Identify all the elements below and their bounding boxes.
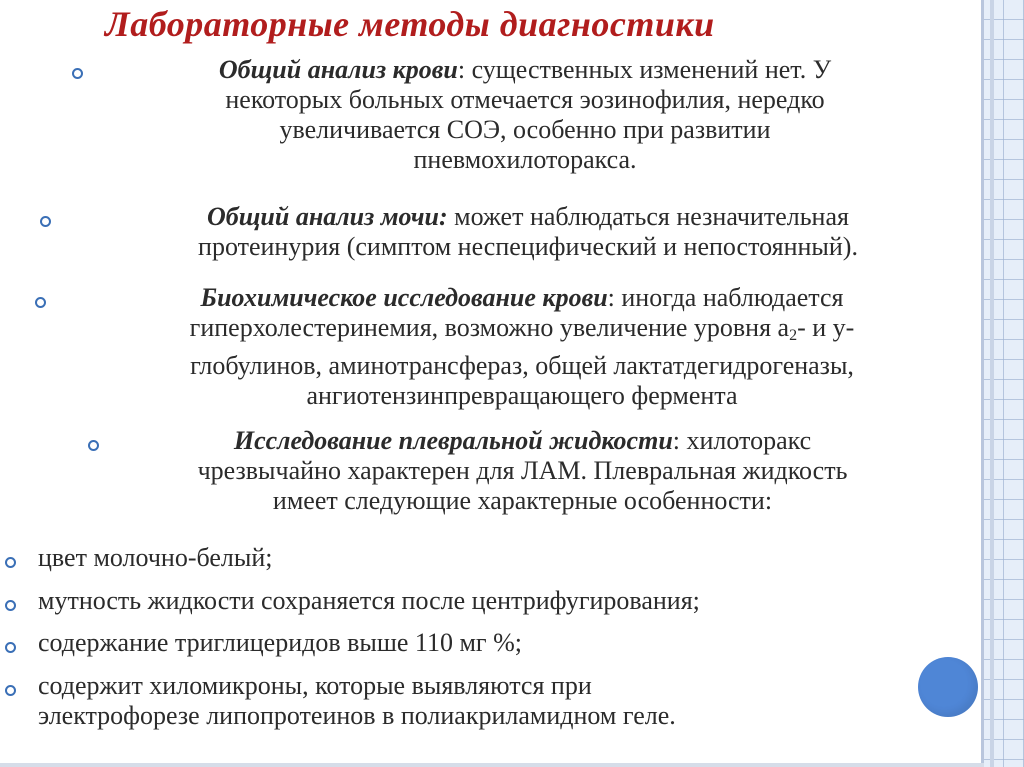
item-pleural-fluid: Исследование плевральной жидкости: хилоторакс чрезвычайно характерен для ЛАМ. Плевральная жидкость имеет следующие характерные особенности:	[197, 426, 848, 515]
slide-title: Лабораторные методы диагностики	[105, 4, 715, 44]
item-lead: Исследование плевральной жидкости	[233, 426, 673, 455]
bullet-icon	[5, 557, 16, 568]
feature-turbidity: мутность жидкости сохраняется после центрифугирования;	[38, 586, 700, 615]
bullet-icon	[5, 642, 16, 653]
item-blood-analysis: Общий анализ крови: существенных изменений нет. У некоторых больных отмечается эозинофилия, нередко увеличивается СОЭ, особенно при развитии пневмохилоторакса.	[218, 55, 832, 174]
feature-triglycerides: содержание триглицеридов выше 110 мг %;	[38, 628, 522, 657]
item-biochemistry: Биохимическое исследование крови: иногда наблюдается гиперхолестеринемия, возможно увеличение уровня $а_2-$ и у- глобулинов, аминотрансфераз, общей лактатдегидрогеназы, ангиотензинпревращающего фермента	[189, 283, 855, 410]
bullet-icon	[72, 68, 83, 79]
item-lead: Общий анализ крови	[218, 55, 458, 84]
bullet-icon	[35, 297, 46, 308]
feature-color: цвет молочно-белый;	[38, 543, 273, 572]
bullet-icon	[5, 600, 16, 611]
item-lead: Общий анализ мочи:	[207, 202, 448, 231]
bullet-icon	[40, 216, 51, 227]
item-urine-analysis: Общий анализ мочи: может наблюдаться незначительная протеинурия (симптом неспецифический и непостоянный).	[198, 202, 858, 261]
bullet-icon	[5, 685, 16, 696]
item-lead: Биохимическое исследование крови	[200, 283, 608, 312]
decorative-circle	[918, 657, 978, 717]
bottom-strip	[0, 763, 984, 767]
feature-chylomicrons: содержит хиломикроны, которые выявляются при электрофорезе липопротеинов в полиакриламидном геле.	[38, 671, 676, 730]
